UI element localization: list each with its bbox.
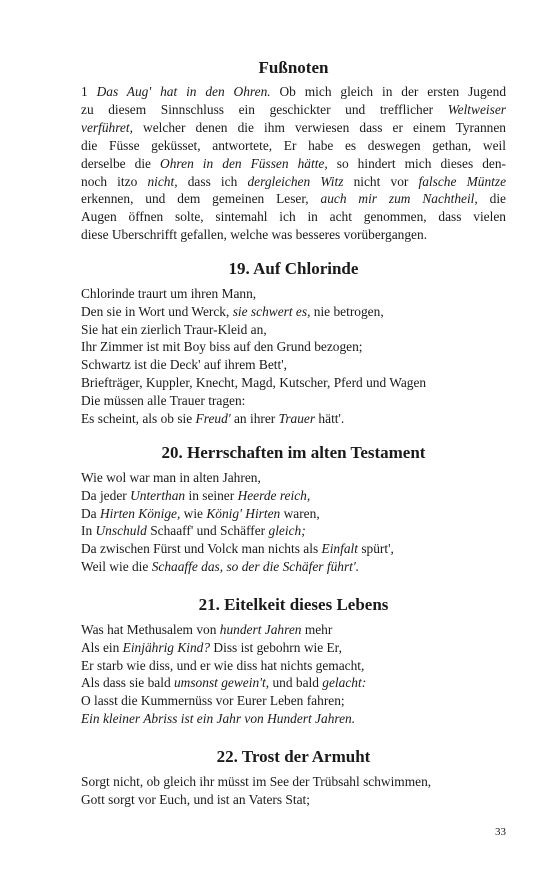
section-heading-22: 22. Trost der Armuht	[216, 747, 371, 766]
text-run: nie betrogen,	[310, 303, 384, 319]
italic-text: Trauer	[278, 410, 316, 426]
text-run: spürt',	[357, 541, 394, 557]
poem-line	[81, 410, 506, 428]
poem-line	[81, 303, 506, 321]
footnotes-heading: Fußnoten	[258, 58, 329, 77]
poem-21	[81, 621, 506, 728]
poem-line	[81, 522, 506, 540]
footnote-text	[81, 83, 506, 244]
text-run: Chlorinde traurt um ihren Mann,	[81, 286, 257, 301]
italic-text: Einfalt	[321, 541, 358, 557]
text-run: Als dass sie bald	[81, 675, 174, 691]
text-run: so hindert mich dieses den-	[327, 155, 506, 171]
text-run: Briefträger, Kuppler, Knecht, Magd, Kutscher, Pferd und Wagen	[81, 374, 427, 390]
text-run: Was hat Methusalem von	[81, 622, 220, 637]
italic-text: falsche Müntze	[418, 173, 507, 189]
text-run: noch itzo	[81, 173, 148, 189]
text-run: waren,	[280, 505, 320, 521]
italic-text: Heerde reich,	[237, 487, 311, 503]
italic-text: nicht,	[147, 173, 178, 189]
text-run: hätt'.	[315, 410, 345, 426]
footnote-line	[81, 208, 506, 226]
footnote-line	[81, 119, 506, 137]
italic-text: Das Aug' hat in den Ohren.	[96, 84, 271, 99]
poem-line	[81, 540, 506, 558]
text-run: 1	[81, 84, 97, 99]
italic-text: umsonst gewein't,	[173, 675, 270, 691]
text-run: welcher denen die ihm verwiesen dass er einem Tyrannen	[132, 119, 506, 135]
poem-line	[81, 791, 506, 809]
text-run: Sorgt nicht, ob gleich ihr müsst im See der Trübsahl schwimmen,	[81, 774, 432, 789]
text-run: die	[477, 191, 506, 207]
italic-text: gleich;	[268, 523, 306, 539]
text-run: Schaaff' und Schäffer	[146, 523, 269, 539]
italic-text: Ohren in den Füssen hätte,	[160, 155, 328, 171]
poem-line	[81, 773, 506, 791]
footnote-line	[81, 83, 506, 101]
text-run: Da	[81, 505, 100, 521]
text-run: die Füsse geküsset, antwortete, Er habe es deswegen gethan, weil	[81, 137, 506, 153]
text-run: Als ein	[81, 639, 123, 655]
text-run: an ihrer	[230, 410, 279, 426]
italic-text: Weltweiser	[447, 101, 506, 117]
italic-text: hundert Jahren	[219, 622, 302, 637]
text-run: zu diesem Sinnschluss ein geschickter und trefflicher	[81, 101, 448, 117]
italic-text: Freud'	[195, 410, 231, 426]
text-run: Augen öffnen solte, sintemahl ich in acht genommen, dass vielen	[81, 209, 506, 225]
poem-line	[81, 469, 506, 487]
section-heading-19: 19. Auf Chlorinde	[228, 259, 359, 278]
poem-line	[81, 356, 506, 374]
poem-line	[81, 558, 506, 576]
section-heading-20: 20. Herrschaften im alten Testament	[161, 443, 426, 462]
text-run: Wie wol war man in alten Jahren,	[81, 470, 261, 485]
poem-line	[81, 639, 506, 657]
text-run: Die müssen alle Trauer tragen:	[81, 392, 246, 408]
poem-line	[81, 374, 506, 392]
poem-line	[81, 392, 506, 410]
poem-19	[81, 285, 506, 427]
poem-line	[81, 338, 506, 356]
text-run: O lasst die Kummernüss vor Eurer Leben fahren;	[81, 693, 345, 709]
text-run: In	[81, 523, 96, 539]
footnote-line	[81, 173, 506, 191]
text-run: Da zwischen Fürst und Volck man nichts als	[81, 541, 322, 557]
poem-line	[81, 692, 506, 710]
italic-text: Einjährig Kind?	[122, 639, 211, 655]
footnote-line	[81, 226, 506, 244]
text-run: Ob mich gleich in der ersten Jugend	[270, 84, 507, 99]
footnote-line	[81, 155, 506, 173]
poem-line	[81, 505, 506, 523]
poem-line	[81, 674, 506, 692]
italic-text: verführet,	[81, 119, 133, 135]
poem-20	[81, 469, 506, 576]
text-run: Sie hat ein zierlich Traur-Kleid an,	[81, 321, 267, 337]
italic-text: Ein kleiner Abriss ist ein Jahr von Hundert Jahren.	[81, 710, 356, 726]
text-run: dass ich	[177, 173, 248, 189]
poem-line	[81, 621, 506, 639]
text-run: erkennen, und dem gemeinen Leser,	[81, 191, 321, 207]
italic-text: Unterthan	[130, 487, 186, 503]
poem-line	[81, 321, 506, 339]
italic-text: sie schwert es,	[232, 303, 311, 319]
poem-line	[81, 285, 506, 303]
italic-text: Hirten Könige,	[99, 505, 181, 521]
text-run: Schwartz ist die Deck' auf ihrem Bett',	[81, 357, 287, 373]
text-run: Den sie in Wort und Werck,	[81, 303, 233, 319]
text-run: derselbe die	[81, 155, 161, 171]
italic-text: König' Hirten	[206, 505, 281, 521]
text-run: mehr	[301, 622, 333, 637]
footnote-line	[81, 137, 506, 155]
text-run: nicht vor	[343, 173, 419, 189]
text-run: Weil wie die	[81, 558, 152, 574]
italic-text: Schaaffe das, so der die Schäfer führt'.	[151, 558, 360, 574]
poem-22	[81, 773, 506, 809]
text-run: und bald	[269, 675, 323, 691]
text-run: Diss ist gebohrn wie Er,	[210, 639, 342, 655]
poem-line	[81, 487, 506, 505]
footnote-line	[81, 101, 506, 119]
text-run: Es scheint, als ob sie	[81, 410, 196, 426]
text-run: Ihr Zimmer ist mit Boy biss auf den Grund bezogen;	[81, 339, 363, 355]
text-run: Da jeder	[81, 487, 131, 503]
text-run: in seiner	[185, 487, 238, 503]
text-run: Gott sorgt vor Euch, und ist an Vaters Stat;	[81, 791, 310, 807]
text-run: Er starb wie diss, und er wie diss hat nichts gemacht,	[81, 657, 365, 673]
poem-line	[81, 657, 506, 675]
italic-text: gelacht:	[322, 675, 367, 691]
italic-text: auch mir zum Nachtheil,	[320, 191, 478, 207]
page-number: 33	[495, 826, 506, 838]
footnote-line	[81, 190, 506, 208]
text-run: wie	[180, 505, 207, 521]
text-run: diese Uberschrifft gefallen, welche was besseres vorübergangen.	[81, 227, 428, 243]
italic-text: dergleichen Witz	[247, 173, 344, 189]
poem-line	[81, 710, 506, 728]
italic-text: Unschuld	[95, 523, 147, 539]
section-heading-21: 21. Eitelkeit dieses Lebens	[198, 595, 389, 614]
